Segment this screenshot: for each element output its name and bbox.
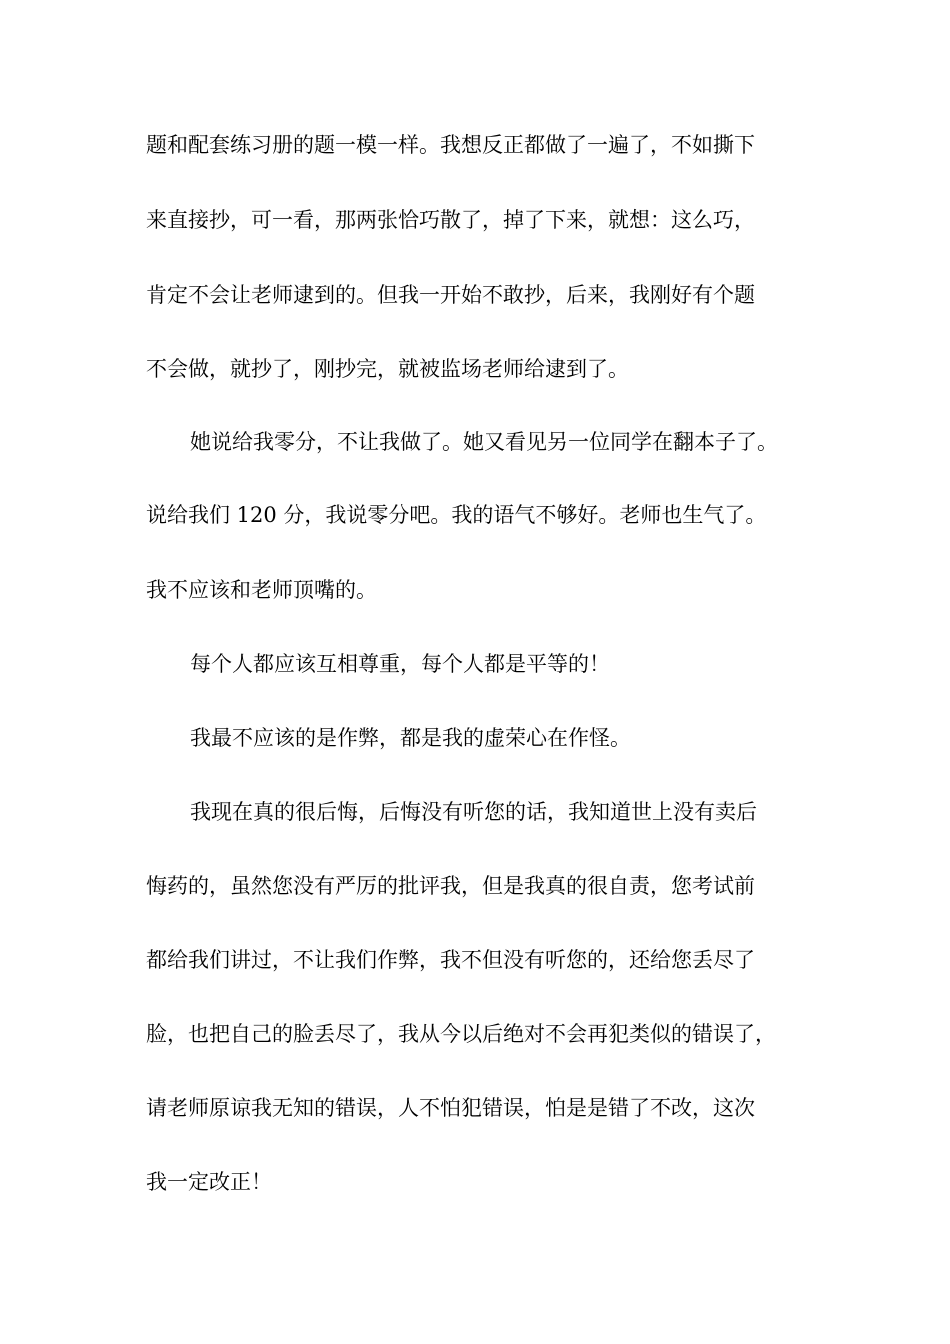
- text-line: 肯定不会让老师逮到的。但我一开始不敢抄，后来，我刚好有个题: [146, 283, 755, 307]
- text-line: 不会做，就抄了，刚抄完，就被监场老师给逮到了。: [146, 357, 629, 381]
- text-line: 都给我们讲过，不让我们作弊，我不但没有听您的，还给您丢尽了: [146, 948, 755, 972]
- text-line: 说给我们 120 分，我说零分吧。我的语气不够好。老师也生气了。: [146, 503, 767, 527]
- text-line: 我现在真的很后悔，后悔没有听您的话，我知道世上没有卖后: [190, 800, 757, 824]
- text-line: 我不应该和老师顶嘴的。: [146, 578, 377, 602]
- text-line: 每个人都应该互相尊重，每个人都是平等的！: [190, 652, 610, 676]
- text-line: 题和配套练习册的题一模一样。我想反正都做了一遍了，不如撕下: [146, 133, 755, 157]
- text-line: 请老师原谅我无知的错误，人不怕犯错误，怕是是错了不改，这次: [146, 1096, 755, 1120]
- text-line: 她说给我零分，不让我做了。她又看见另一位同学在翻本子了。: [190, 430, 778, 454]
- text-line: 来直接抄，可一看，那两张恰巧散了，掉了下来，就想：这么巧，: [146, 208, 755, 232]
- text-line: 悔药的，虽然您没有严厉的批评我，但是我真的很自责，您考试前: [146, 874, 755, 898]
- text-line: 脸，也把自己的脸丢尽了，我从今以后绝对不会再犯类似的错误了，: [146, 1022, 776, 1046]
- text-line: 我一定改正！: [146, 1170, 272, 1194]
- text-line: 我最不应该的是作弊，都是我的虚荣心在作怪。: [190, 726, 631, 750]
